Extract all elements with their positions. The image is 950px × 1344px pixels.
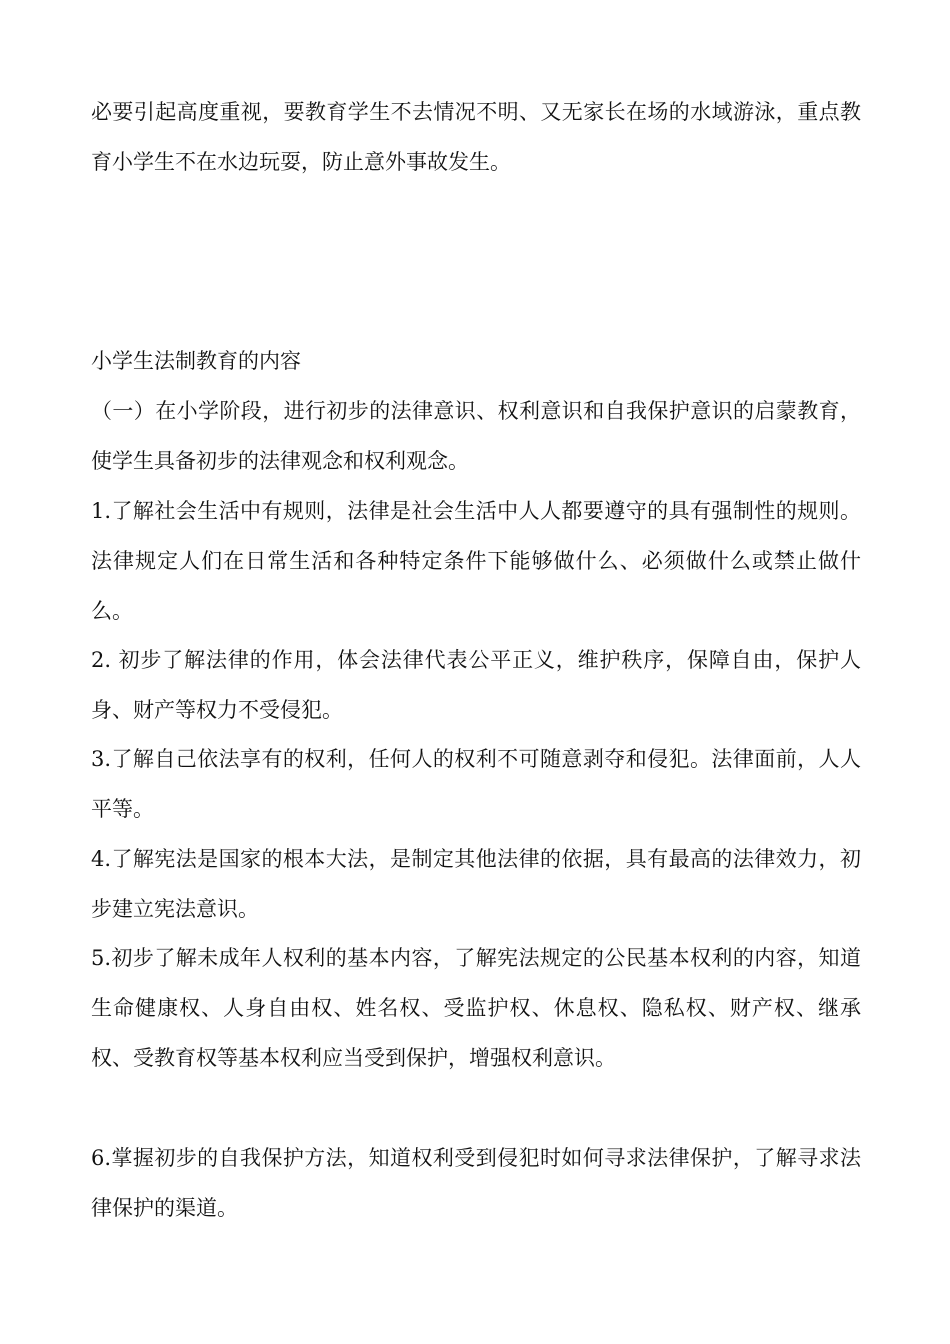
list-item-5: 5.初步了解未成年人权利的基本内容，了解宪法规定的公民基本权利的内容，知道生命健康权、人身自由权、姓名权、受监护权、休息权、隐私权、财产权、继承权、受教育权等基本权利应当受到保护，增强权利意识。 bbox=[91, 946, 861, 1070]
paragraph-intro: 必要引起高度重视，要教育学生不去情况不明、又无家长在场的水域游泳，重点教育小学生不在水边玩耍，防止意外事故发生。 bbox=[91, 100, 861, 174]
paragraph-part-one: （一）在小学阶段，进行初步的法律意识、权利意识和自我保护意识的启蒙教育，使学生具备初步的法律观念和权利观念。 bbox=[91, 399, 861, 473]
list-item-3: 3.了解自己依法享有的权利，任何人的权利不可随意剥夺和侵犯。法律面前，人人平等。 bbox=[91, 747, 861, 821]
list-item-1: 1.了解社会生活中有规则，法律是社会生活中人人都要遵守的具有强制性的规则。法律规定人们在日常生活和各种特定条件下能够做什么、必须做什么或禁止做什么。 bbox=[91, 499, 861, 623]
list-item-2: 2. 初步了解法律的作用，体会法律代表公平正义，维护秩序，保障自由，保护人身、财产等权力不受侵犯。 bbox=[91, 648, 861, 722]
section-heading: 小学生法制教育的内容 bbox=[91, 349, 301, 373]
list-item-6: 6.掌握初步的自我保护方法，知道权利受到侵犯时如何寻求法律保护，了解寻求法律保护的渠道。 bbox=[91, 1146, 861, 1220]
list-item-4: 4.了解宪法是国家的根本大法，是制定其他法律的依据，具有最高的法律效力，初步建立宪法意识。 bbox=[91, 847, 861, 921]
